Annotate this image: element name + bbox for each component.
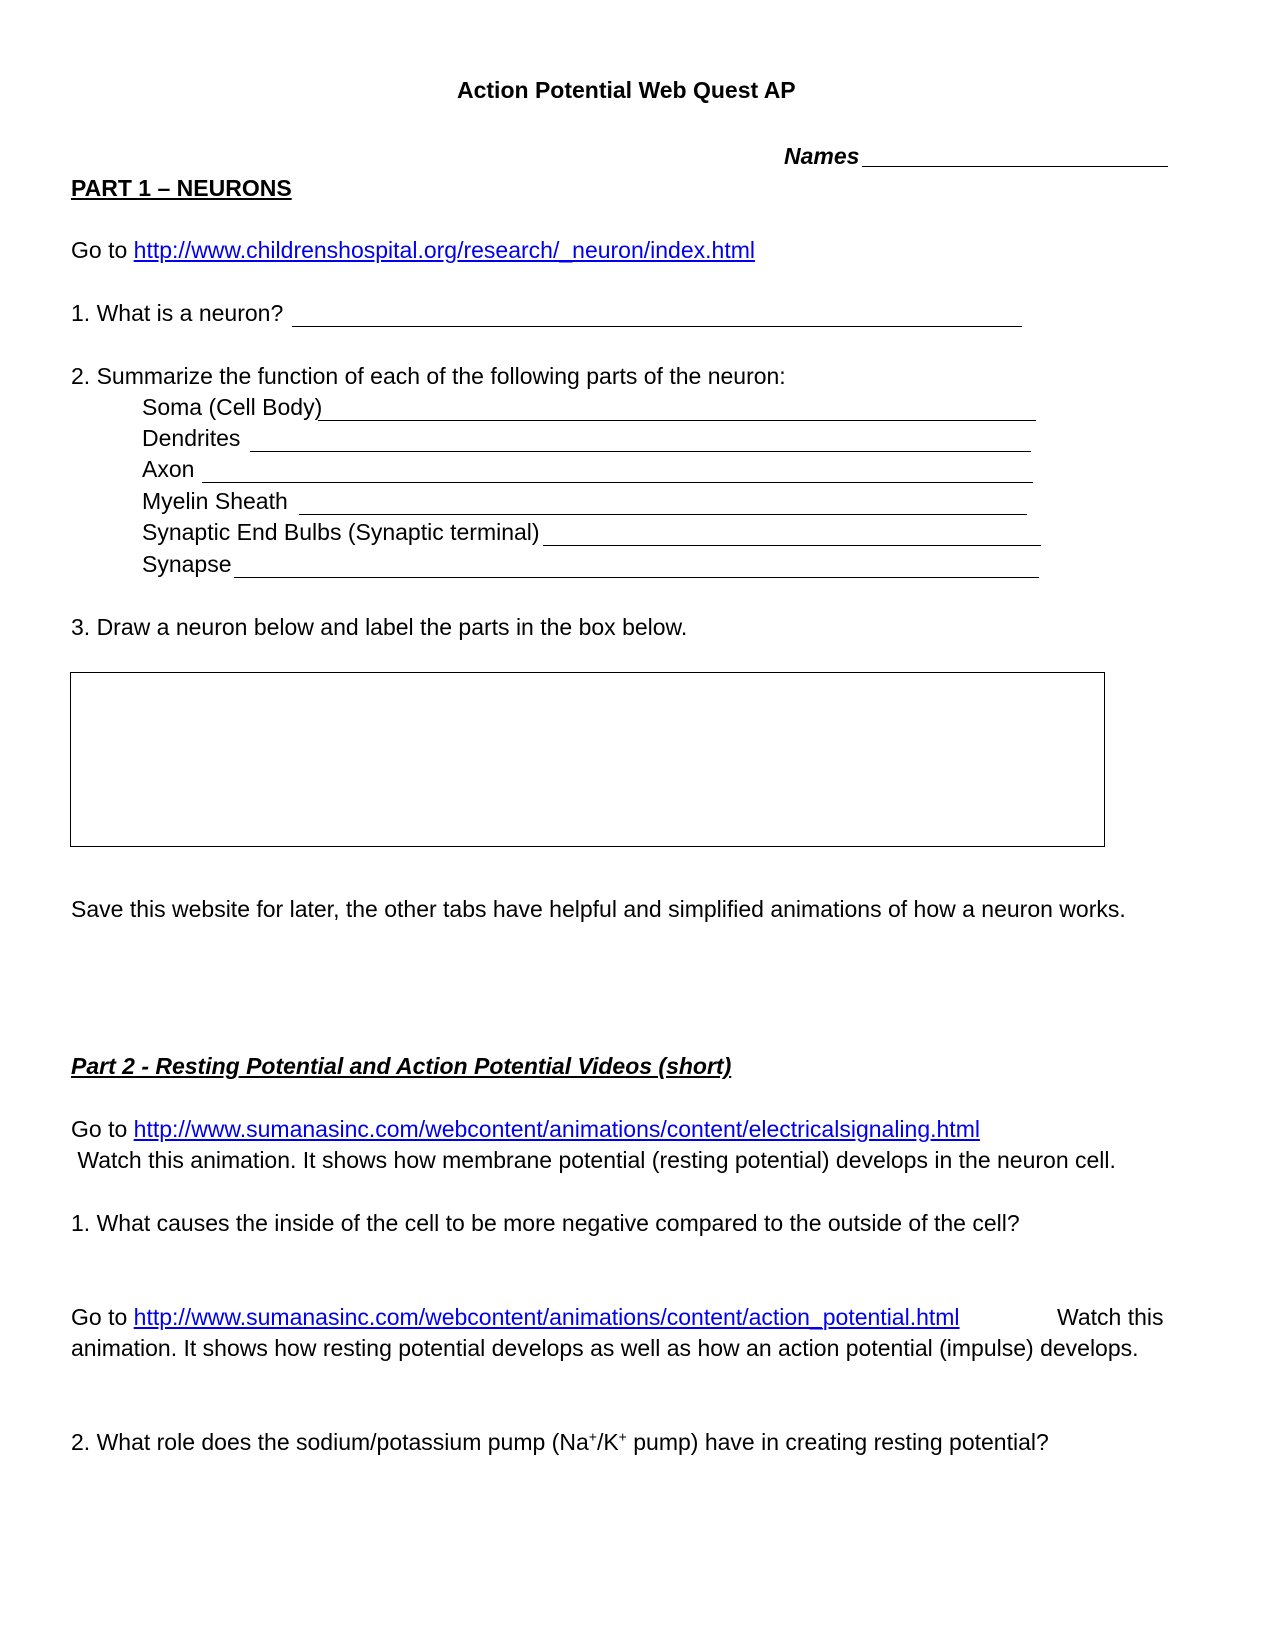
answer-blank-axon[interactable] xyxy=(202,462,1033,483)
part2-watch-text-2a: Watch this xyxy=(1057,1304,1164,1330)
part2-question-2 xyxy=(71,1428,1049,1456)
part-label-end-bulbs: Synaptic End Bulbs (Synaptic terminal) xyxy=(142,519,540,545)
part1-go-to-line xyxy=(71,236,755,264)
part1-question-1: 1. What is a neuron? xyxy=(71,300,284,326)
answer-blank-end-bulbs[interactable] xyxy=(543,525,1041,546)
childrenshospital-link[interactable]: http://www.childrenshospital.org/research/_neuron/index.html xyxy=(133,237,755,263)
answer-blank-dendrites[interactable] xyxy=(250,431,1031,452)
go-to-text: Go to xyxy=(71,1116,128,1142)
part2-go-to-line-1 xyxy=(71,1115,980,1143)
electrical-signaling-link[interactable]: http://www.sumanasinc.com/webcontent/animations/content/electricalsignaling.html xyxy=(133,1116,980,1142)
neuron-drawing-box[interactable] xyxy=(70,672,1105,847)
part-label-soma: Soma (Cell Body) xyxy=(142,394,323,420)
part-label-synapse: Synapse xyxy=(142,551,232,577)
names-label: Names xyxy=(784,143,860,169)
part1-heading: PART 1 – NEURONS xyxy=(71,175,292,201)
go-to-text: Go to xyxy=(71,237,128,263)
answer-blank-synapse[interactable] xyxy=(234,557,1039,578)
answer-blank-neuron[interactable] xyxy=(292,306,1022,327)
q2-text-mid: /K xyxy=(596,1429,619,1455)
action-potential-link[interactable]: http://www.sumanasinc.com/webcontent/animations/content/action_potential.html xyxy=(133,1304,960,1330)
part2-heading: Part 2 - Resting Potential and Action Potential Videos (short) xyxy=(71,1053,732,1079)
part2-go-to-line-2 xyxy=(71,1303,960,1331)
q2-text-end: pump) have in creating resting potential? xyxy=(626,1429,1049,1455)
part2-watch-text-2b: animation. It shows how resting potential develops as well as how an action potential (impulse) develops. xyxy=(71,1335,1139,1361)
part2-question-1: 1. What causes the inside of the cell to be more negative compared to the outside of the cell? xyxy=(71,1210,1020,1236)
part2-watch-text-1: Watch this animation. It shows how membrane potential (resting potential) develops in the neuron cell. xyxy=(71,1147,1116,1173)
document-title: Action Potential Web Quest AP xyxy=(457,77,796,103)
part-label-dendrites: Dendrites xyxy=(142,425,241,451)
part-label-axon: Axon xyxy=(142,456,195,482)
answer-blank-myelin[interactable] xyxy=(299,494,1027,515)
names-blank[interactable] xyxy=(862,146,1168,167)
part1-question-3: 3. Draw a neuron below and label the parts in the box below. xyxy=(71,614,688,640)
go-to-text: Go to xyxy=(71,1304,128,1330)
potassium-charge-superscript: + xyxy=(618,1428,627,1445)
part1-question-2: 2. Summarize the function of each of the following parts of the neuron: xyxy=(71,363,786,389)
part-label-myelin: Myelin Sheath xyxy=(142,488,288,514)
q2-text-start: 2. What role does the sodium/potassium pump (Na xyxy=(71,1429,589,1455)
answer-blank-soma[interactable] xyxy=(318,400,1036,421)
part1-note: Save this website for later, the other tabs have helpful and simplified animations of how a neuron works. xyxy=(71,896,1126,922)
sodium-charge-superscript: + xyxy=(588,1428,597,1445)
